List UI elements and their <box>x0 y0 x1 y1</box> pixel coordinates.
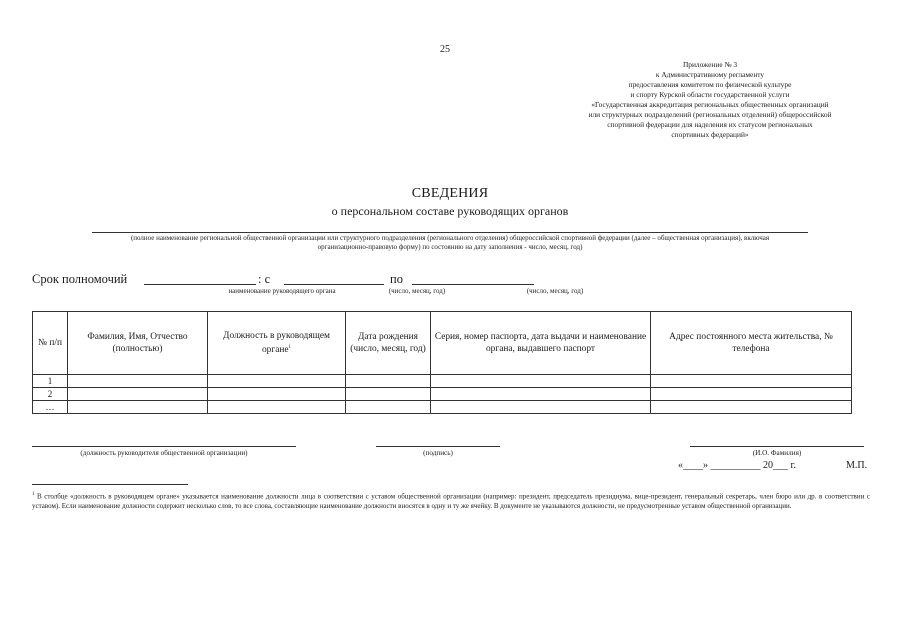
term-from-label: : с <box>258 272 271 286</box>
full-name-caption: (И.О. Фамилия) <box>752 449 802 457</box>
table-row <box>33 401 852 414</box>
position-cell[interactable] <box>208 388 346 401</box>
address-phone-cell[interactable] <box>651 375 852 388</box>
row-number-cell: … <box>33 401 68 414</box>
table-row <box>33 375 852 388</box>
organization-caption-line-2: организационно-правовую форму) по состоянию на дату заполнения - число, месяц, год) <box>317 243 583 251</box>
appendix-line: спортивных федераций» <box>671 130 749 139</box>
birth-date-cell[interactable] <box>346 388 431 401</box>
page-number: 25 <box>440 44 450 55</box>
appendix-line: или структурных подразделений (региональных отделений) общероссийской <box>588 110 832 119</box>
position-cell[interactable] <box>208 401 346 414</box>
row-number-cell: 1 <box>33 375 68 388</box>
full-name-cell[interactable] <box>68 375 208 388</box>
head-position-caption: (должность руководителя общественной организации) <box>80 449 248 457</box>
column-header-position: Должность в руководящем органе$^1$ <box>208 312 346 375</box>
position-cell[interactable] <box>208 375 346 388</box>
column-header-passport: Серия, номер паспорта, дата выдачи и наименование органа, выдавшего паспорт <box>431 312 651 375</box>
signature-date[interactable]: «____» __________ 20___ г. <box>678 460 796 471</box>
organization-caption-line-1: (полное наименование региональной общественной организации или структурного подразделения (регионального отделения) общероссийской спортивной федерации (далее – общественная организация), включая <box>130 234 770 242</box>
column-header-number: № п/п <box>33 312 68 375</box>
term-row <box>32 272 127 287</box>
passport-cell[interactable] <box>431 401 651 414</box>
footnote-text: В столбце «должность в руководящем органе» указывается наименование должности лица в соответствии с уставом общественной организации (например: президент, председатель президиума, вице-президент, генеральный секретарь, член бюро или др. в соответствии с уставом). Если наименование должности содержит несколько слов, то все слова, составляющие наименование должности вносятся в одну и ту же ячейку. В документе не указываются должности, не предусмотренные уставом общественной организации. <box>32 492 871 511</box>
footnote <box>32 490 870 511</box>
full-name-cell[interactable] <box>68 388 208 401</box>
row-number-cell: 2 <box>33 388 68 401</box>
column-header-birth-date: Дата рождения (число, месяц, год) <box>346 312 431 375</box>
appendix-line: предоставления комитетом по физической культуре <box>628 80 792 89</box>
address-phone-cell[interactable] <box>651 401 852 414</box>
governing-body-caption: наименование руководящего органа <box>228 287 336 295</box>
birth-date-cell[interactable] <box>346 375 431 388</box>
address-phone-cell[interactable] <box>651 388 852 401</box>
term-end-date-field[interactable] <box>412 272 534 285</box>
passport-cell[interactable] <box>431 388 651 401</box>
organization-name-line[interactable] <box>92 232 808 233</box>
appendix-block <box>560 60 860 140</box>
term-start-date-field[interactable] <box>284 272 384 285</box>
stamp-placeholder: М.П. <box>846 460 868 471</box>
birth-date-cell[interactable] <box>346 401 431 414</box>
footnote-mark: 1 <box>32 492 35 497</box>
footnote-separator <box>32 484 188 485</box>
term-to-label: по <box>390 272 403 286</box>
term-start-caption: (число, месяц, год) <box>388 287 446 295</box>
organization-caption <box>40 234 860 252</box>
footnote-reference: 1 <box>288 344 292 350</box>
passport-cell[interactable] <box>431 375 651 388</box>
table-row <box>33 388 852 401</box>
document-title: СВЕДЕНИЯ <box>411 186 489 201</box>
column-header-address-phone: Адрес постоянного места жительства, № телефона <box>651 312 852 375</box>
appendix-line: «Государственная аккредитация региональных общественных организаций <box>591 100 829 109</box>
signature-line[interactable] <box>376 446 500 447</box>
staff-table <box>32 311 852 414</box>
appendix-line: Приложение № 3 <box>682 60 738 69</box>
term-label: Срок полномочий <box>32 272 128 286</box>
term-end-caption: (число, месяц, год) <box>526 287 584 295</box>
signature-caption: (подпись) <box>423 449 453 457</box>
document-subtitle: о персональном составе руководящих органов <box>331 204 569 218</box>
appendix-line: и спорту Курской области государственной услуги <box>630 90 790 99</box>
head-position-line[interactable] <box>32 446 296 447</box>
full-name-cell[interactable] <box>68 401 208 414</box>
appendix-line: к Административному регламенту <box>655 70 765 79</box>
governing-body-field[interactable] <box>144 272 256 285</box>
table-header-row <box>33 312 852 375</box>
appendix-line: спортивной федерации для наделения их статусом региональных <box>607 120 813 129</box>
full-name-line[interactable] <box>690 446 864 447</box>
column-header-full-name: Фамилия, Имя, Отчество (полностью) <box>68 312 208 375</box>
